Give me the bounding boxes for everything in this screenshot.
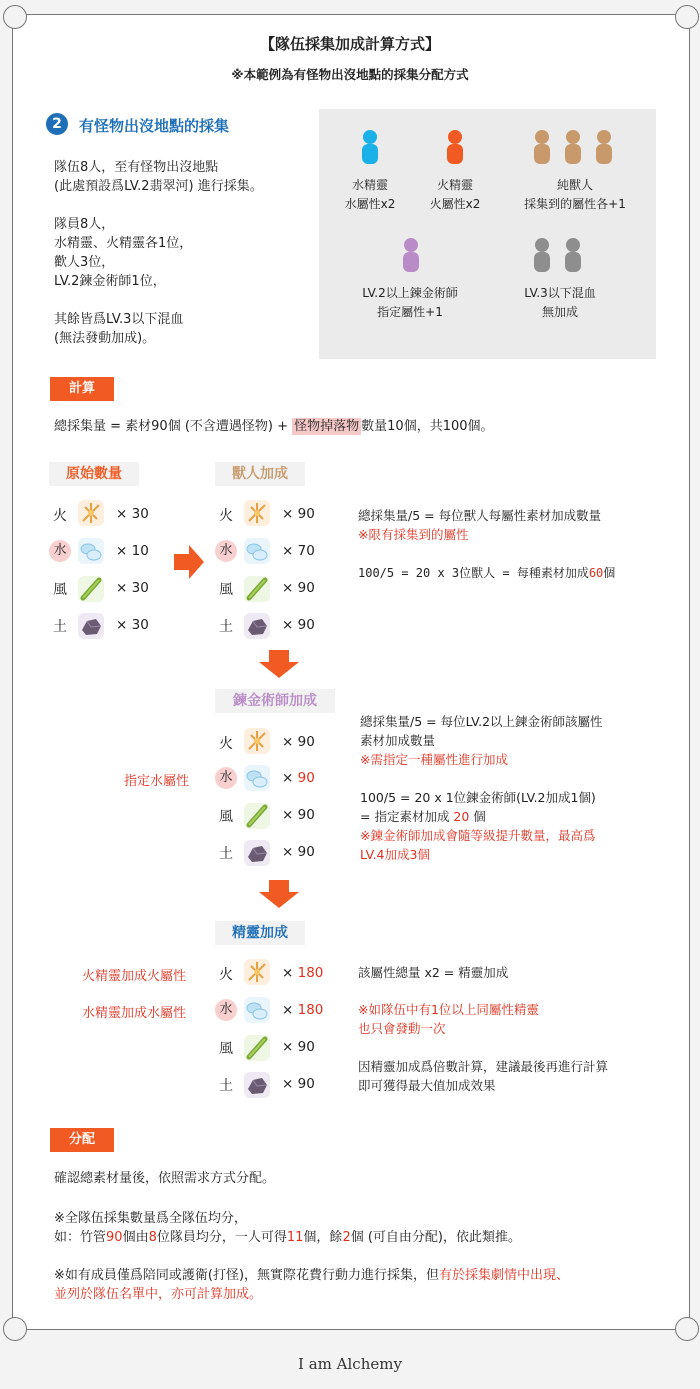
spirit-fire-qty [282,965,323,981]
mixed-icon [533,238,583,272]
page-title: 【隊伍採集加成計算方式】 [259,35,440,53]
calc-summary-c: 數量10個，共100個。 [361,419,494,434]
wind-material-icon [77,575,105,603]
beast-icon [533,130,617,164]
alchemist-result-text: = 指定素材加成 [360,809,454,824]
element-water: 水 [215,540,237,562]
spirit-note-formula: 該屬性總量 x2 = 精靈加成 [358,965,509,980]
spirit-note-warning: ※如隊伍中有1位以上同屬性精靈 也只會發動一次 [358,1002,539,1036]
element-earth: 土 [219,1078,233,1094]
example-value: 8 [148,1230,157,1245]
element-fire: 火 [219,967,233,983]
beast-wind-qty: × 90 [282,580,315,596]
element-water: 水 [49,540,71,562]
alchemist-target-label: 指定水屬性 [124,774,190,789]
alchemist-wind-qty: × 90 [282,807,315,823]
original-earth-qty: × 30 [116,617,149,633]
original-header: 原始數量 [49,462,139,486]
alchemist-icon [402,238,420,272]
beast-calc-unit: 個 [603,566,616,580]
spirit-note-tip: 因精靈加成爲倍數計算，建議最後再進行計算 即可獲得最大值加成效果 [358,1059,609,1093]
alchemist-note-formula: 總採集量/5 = 每位LV.2以上鍊金術師該屬性 素材加成數量 [360,714,603,748]
alchemist-earth-qty: × 90 [282,844,315,860]
intro-others: 其餘皆爲LV.3以下混血 (無法發動加成)。 [54,312,184,346]
element-wind: 風 [219,809,233,825]
earth-material-icon [243,1071,271,1099]
spirit-water-value: 180 [297,1002,324,1018]
companion-highlight: 有於採集劇情中出現、 [439,1268,570,1283]
calc-summary [54,415,494,434]
fire-material-icon [243,727,271,755]
alchemist-result-value: 20 [453,809,470,824]
section-title: 有怪物出沒地點的採集 [79,117,230,135]
element-wind: 風 [219,1041,233,1057]
element-water: 水 [215,999,237,1021]
times-sign: × [282,770,298,786]
wind-material-icon [243,575,271,603]
beast-note-calc [358,564,615,581]
element-wind: 風 [53,582,67,598]
example-value: 11 [286,1230,304,1245]
element-earth: 土 [53,619,67,635]
element-fire: 火 [53,508,67,524]
footer-brand: I am Alchemy [298,1355,402,1373]
water-spirit-icon [361,130,379,164]
calc-tag: 計算 [50,377,114,401]
beast-caption: 純獸人 採集到的屬性各+1 [524,178,626,211]
element-water: 水 [215,767,237,789]
water-material-icon [243,764,271,792]
spirit-water-qty [282,1002,323,1018]
alchemist-result-unit: 個 [469,809,486,824]
arrow-down-icon [259,880,299,908]
spirit-wind-qty: × 90 [282,1039,315,1055]
earth-material-icon [243,839,271,867]
beast-water-qty: × 70 [282,543,315,559]
spirit-earth-qty: × 90 [282,1076,315,1092]
wind-material-icon [243,802,271,830]
calc-summary-a: 總採集量 = 素材90個 (不含遭遇怪物) + [54,419,293,434]
beast-header: 獸人加成 [215,462,305,486]
beast-earth-qty: × 90 [282,617,315,633]
water-spirit-label: 水精靈加成水屬性 [82,1006,187,1021]
arrow-down-icon [259,650,299,678]
alchemist-note-result [360,807,486,826]
alchemist-note-calc: 100/5 = 20 x 1位鍊金術師(LV.2加成1個) [360,790,596,805]
distribution-rule: ※全隊伍採集數量爲全隊伍均分， [54,1211,247,1226]
distribution-companion-note-end: 並列於隊伍名單中，亦可計算加成。 [54,1287,263,1302]
times-sign: × [282,1002,298,1018]
beast-note-warning: ※限有採集到的屬性 [358,527,469,542]
earth-material-icon [243,612,271,640]
page-subtitle: ※本範例為有怪物出沒地點的採集分配方式 [231,67,469,82]
arrow-right-icon [174,545,204,579]
beast-calc-value: 60 [588,566,604,580]
frame-corner [3,5,27,29]
example-text: 如：竹管 [54,1230,107,1245]
alchemist-note-warning: ※需指定一種屬性進行加成 [360,752,508,767]
times-sign: × [282,965,298,981]
spirit-header: 精靈加成 [215,921,305,945]
earth-material-icon [77,612,105,640]
frame-corner [675,5,699,29]
wind-material-icon [243,1034,271,1062]
beast-calc-text: 100/5 = 20 x 3位獸人 = 每種素材加成 [358,566,589,580]
fire-material-icon [243,499,271,527]
fire-spirit-label: 火精靈加成火屬性 [82,969,187,984]
intro-team: 隊員8人， 水精靈、火精靈各1位， 歡人3位， LV.2鍊金術師1位， [54,217,193,289]
intro-paragraph: 隊伍8人，至有怪物出沒地點 (此處預設爲LV.2翡翠河) 進行採集。 [54,160,263,194]
alchemist-caption: LV.2以上鍊金術師 指定屬性+1 [362,286,458,319]
element-fire: 火 [219,736,233,752]
distribution-tag: 分配 [50,1128,114,1152]
example-text: 個由 [122,1230,149,1245]
water-material-icon [243,996,271,1024]
fire-spirit-icon [446,130,464,164]
frame-corner [3,1317,27,1341]
example-text: 位隊員均分，一人可得 [156,1230,287,1245]
mixed-caption: LV.3以下混血 無加成 [524,286,596,319]
example-value: 90 [106,1230,123,1245]
element-wind: 風 [219,582,233,598]
original-fire-qty: × 30 [116,506,149,522]
section-number-badge: 2 [46,113,68,135]
beast-note-formula: 總採集量/5 = 每位獸人每屬性素材加成數量 [358,508,602,523]
element-earth: 土 [219,846,233,862]
alchemist-header: 鍊金術師加成 [215,689,335,713]
water-material-icon [243,537,271,565]
element-fire: 火 [219,508,233,524]
fire-spirit-caption: 火精靈 火屬性x2 [429,178,481,211]
fire-material-icon [243,958,271,986]
calc-summary-highlight: 怪物掉落物 [294,419,360,434]
example-text: 個，餘 [303,1230,343,1245]
spirit-fire-value: 180 [297,965,324,981]
original-water-qty: × 10 [116,543,149,559]
alchemist-water-value: 90 [297,770,315,786]
companion-text: ※如有成員僅爲陪同或護衛(打怪)，無實際花費行動力進行採集，但 [54,1268,440,1283]
original-wind-qty: × 30 [116,580,149,596]
fire-material-icon [77,499,105,527]
distribution-example [54,1228,521,1247]
frame-corner [675,1317,699,1341]
water-spirit-caption: 水精靈 水屬性x2 [344,178,396,211]
example-value: 2 [342,1230,351,1245]
alchemist-water-qty [282,770,315,786]
alchemist-fire-qty: × 90 [282,734,315,750]
distribution-companion-note [54,1266,569,1285]
distribution-intro: 確認總素材量後，依照需求方式分配。 [54,1171,276,1186]
water-material-icon [77,537,105,565]
alchemist-note-level: ※鍊金術師加成會隨等級提升數量，最高爲 LV.4加成3個 [360,828,596,862]
beast-fire-qty: × 90 [282,506,315,522]
example-text: 個 (可自由分配)，依此類推。 [350,1230,521,1245]
element-earth: 土 [219,619,233,635]
